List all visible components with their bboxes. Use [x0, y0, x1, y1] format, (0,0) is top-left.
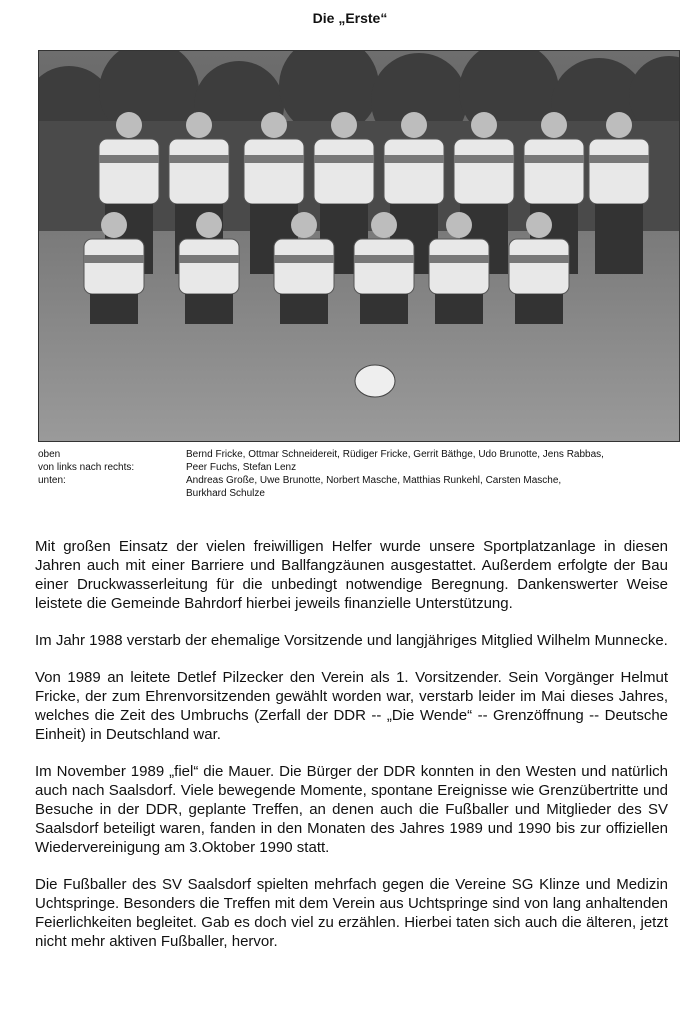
paragraph: Die Fußballer des SV Saalsdorf spielten mehrfach gegen die Vereine SG Klinze und Medizin Uchtspringe. Besonders die Treffen mit dem Verein aus Uchtspringe sind von lang anhaltenden Feierlichkeiten begleitet. Gab es doch viel zu erzählen. Hierbei taten sich auch die älteren, jetzt nicht mehr aktiven Fußballer, hervor. [35, 876, 668, 950]
caption-top-names-line: Peer Fuchs, Stefan Lenz [186, 462, 297, 473]
page-title: Die „Erste“ [312, 10, 388, 26]
caption-top-names-line: Bernd Fricke, Ottmar Schneidereit, Rüdiger Fricke, Gerrit Bäthge, Udo Brunotte, Jens Rabbas, [186, 449, 604, 460]
caption-label-direction: von links nach rechts: [38, 462, 135, 473]
caption-label-bottom: unten: [38, 475, 66, 486]
paragraph: Mit großen Einsatz der vielen freiwilligen Helfer wurde unsere Sportplatzanlage in diesen Jahren auch mit einer Barriere und Ballfangzäunen ausgestattet. Außerdem erfolgte der Bau einer Druckwasserleitung für die unbedingt notwendige Beregnung. Dankenswerter Weise leistete die Gemeinde Bahrdorf hierbei jeweils finanzielle Unterstützung. [35, 538, 668, 612]
paragraph: Von 1989 an leitete Detlef Pilzecker den Verein als 1. Vorsitzender. Sein Vorgänger Helmut Fricke, der zum Ehrenvorsitzenden gewählt worden war, verstarb leider im Mai dieses Jahres, welches die Zeit des Umbruchs (Zerfall der DDR -- „Die Wende“ -- Grenzöffnung -- Deutsche Einheit) in Deutschland war. [35, 669, 668, 743]
caption-label-top: oben [38, 449, 61, 460]
team-photo [38, 50, 680, 442]
paragraph: Im November 1989 „fiel“ die Mauer. Die Bürger der DDR konnten in den Westen und natürlich auch nach Saalsdorf. Viele bewegende Momente, spontane Ereignisse wie Grenzübertritte und Besuche in der DDR, geplante Treffen, an denen auch die Fußballer und Mitglieder des SV Saalsdorf beteiligt waren, fanden in den Monaten des Jahres 1989 und 1990 bis zur offiziellen Wiedervereinigung am 3.Oktober 1990 statt. [35, 763, 668, 856]
article-body [35, 537, 668, 969]
caption-bottom-names-line: Burkhard Schulze [186, 488, 265, 499]
paragraph: Im Jahr 1988 verstarb der ehemalige Vorsitzende und langjähriges Mitglied Wilhelm Munnecke. [35, 632, 668, 649]
caption-bottom-names-line: Andreas Große, Uwe Brunotte, Norbert Masche, Matthias Runkehl, Carsten Masche, [186, 475, 562, 486]
